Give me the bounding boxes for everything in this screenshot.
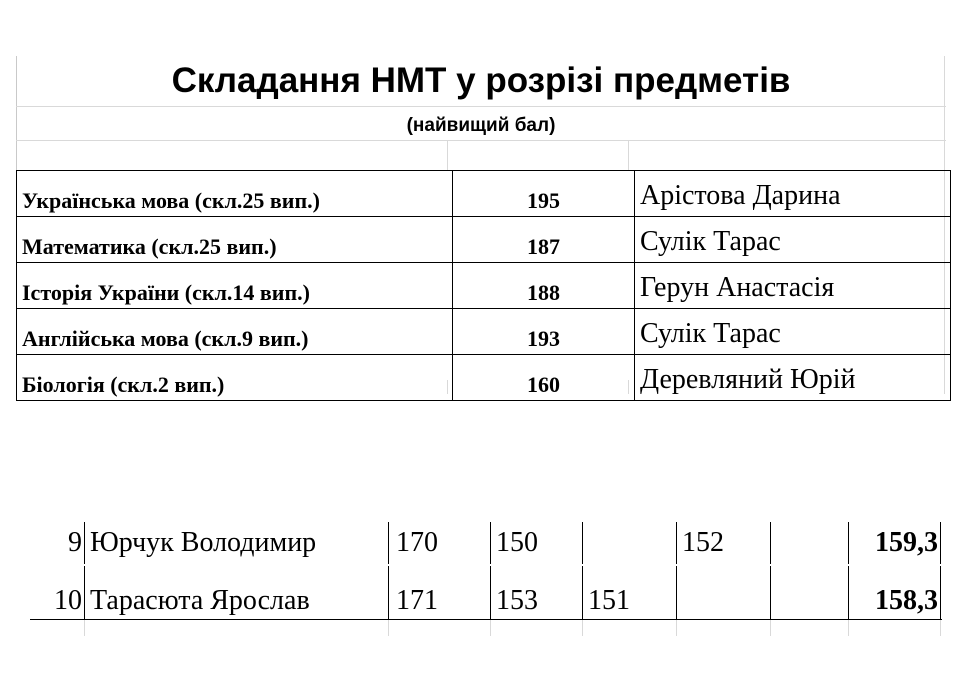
name-cell[interactable]: Юрчук Володимир [90,527,317,558]
name-cell[interactable]: Тарасюта Ярослав [90,585,310,616]
page-title: Складання НМТ у розрізі предметів [171,61,791,100]
gridline [848,620,849,636]
gridline [770,620,771,636]
score-cell[interactable]: 152 [682,527,724,558]
score-cell[interactable]: 160 [453,355,635,401]
table-row [30,580,942,622]
score-cell[interactable]: 150 [496,527,538,558]
gridline [628,140,629,170]
gridline [84,620,85,636]
gridline [490,620,491,636]
score-cell[interactable]: 171 [396,585,438,616]
score-cell[interactable]: 193 [453,309,635,355]
gridline [676,620,677,636]
page-subtitle: (найвищий бал) [406,115,556,136]
subject-cell[interactable]: Біологія (скл.2 вип.) [17,355,453,401]
score-cell[interactable]: 151 [588,585,630,616]
best-scores-table [16,170,951,401]
student-cell[interactable]: Герун Анастасія [635,263,951,309]
student-cell[interactable]: Сулік Тарас [635,309,951,355]
average-cell[interactable]: 159,3 [875,527,938,558]
subject-cell[interactable]: Історія України (скл.14 вип.) [17,263,453,309]
score-cell[interactable]: 170 [396,527,438,558]
student-cell[interactable]: Деревляний Юрій [635,355,951,401]
clipped-row-9 [30,527,942,566]
table-row [17,263,951,309]
subject-cell[interactable]: Математика (скл.25 вип.) [17,217,453,263]
average-cell[interactable]: 158,3 [875,585,938,616]
student-cell[interactable]: Сулік Тарас [635,217,951,263]
gridline [940,620,941,636]
gridline [16,106,946,107]
table-row [17,355,951,401]
table-row [17,171,951,217]
row-number-cell[interactable]: 9 [68,527,82,558]
gridline [16,140,946,141]
student-cell[interactable]: Арістова Дарина [635,171,951,217]
row-number-cell[interactable]: 10 [54,585,82,616]
score-cell[interactable]: 195 [453,171,635,217]
score-cell[interactable]: 153 [496,585,538,616]
subject-cell[interactable]: Англійська мова (скл.9 вип.) [17,309,453,355]
table-row [17,217,951,263]
gridline [582,620,583,636]
gridline [447,140,448,170]
score-cell[interactable]: 187 [453,217,635,263]
gridline [388,620,389,636]
table-row [17,309,951,355]
subject-cell[interactable]: Українська мова (скл.25 вип.) [17,171,453,217]
score-cell[interactable]: 188 [453,263,635,309]
